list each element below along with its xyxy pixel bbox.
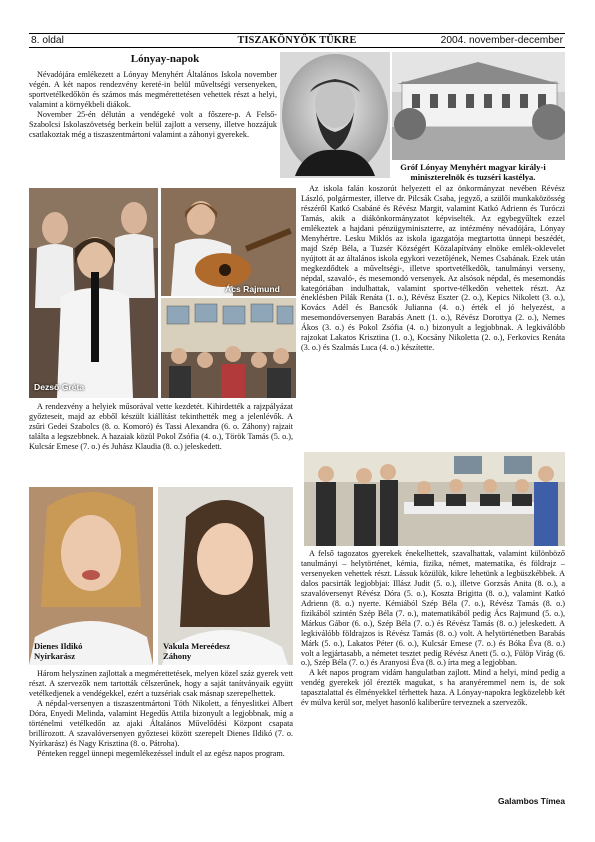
- rajmund-caption: Ács Rajmund: [225, 284, 280, 294]
- left-paragraph: A népdal-versenyen a tiszaszentmártoni Tóth Nikolett, a fényeslitkei Albert Dóra, Enyedi Melinda, valamint Hegedűs Attila bizonyult a legjobbnak, míg a történelmi vetélkedőn az ajaki Általános Művelődési Központ csapata brillírozott. A szavalóversenyen győztesei között szerepelt Dienes Ildikó (7. o. Nyírkarász) és Nagy Krisztina (8. o. Pátroha).: [29, 698, 293, 748]
- article-title: Lónyay-napok: [130, 53, 200, 65]
- ildiko-caption: [34, 641, 82, 661]
- rajmund-photo: [161, 188, 296, 296]
- intro-paragraph: Névadójára emlékezett a Lónyay Menyhért Általános Iskola november végén. A két napos rendezvény kereté-in belül műveltségi versenyeken, sportvetélkedőkön és számos más megmérettetésen vehettek részt a helyi, valamint a környékbeli diákok.: [29, 70, 277, 109]
- left-middle-text: [29, 402, 293, 452]
- portrait-photo: [280, 52, 390, 178]
- right-column-text-1: [301, 184, 565, 353]
- ildiko-name: Dienes Ildikó: [34, 641, 83, 651]
- intro-paragraph: November 25-én délután a vendégeké volt a főszere-p. A Felső-Szabolcsi Iskolaszövetség berkein belül zajlott a verseny, illetve hozzájuk csatlakoztak még a tiszaszentmártoni valamint a záhonyi gyerekek.: [29, 109, 277, 139]
- greta-image: [29, 188, 158, 398]
- right-bottom-text: [301, 549, 565, 708]
- issue-date: 2004. november-december: [440, 35, 563, 46]
- rajmund-image: [161, 188, 296, 296]
- vakula-photo: [158, 487, 293, 665]
- ildiko-place: Nyírkarász: [34, 651, 76, 661]
- exhibition-photo: [161, 298, 296, 398]
- left-paragraph: Pénteken reggel ünnepi megemlékezéssel indult el az egész napos program.: [37, 748, 285, 758]
- greta-caption: Dezső Gréta: [34, 382, 85, 392]
- left-paragraph: Három helyszínen zajlottak a megmérettetések, melyen közel száz gyerek vett részt. A szervezők nem tartották célszerűnek, hogy a saját tanítványaik együtt vetélkedjenek a vendégekkel, ezért a tuzsériak csak másnap szerepelhettek.: [29, 669, 293, 698]
- vakula-name: Vakula Mereédesz: [163, 641, 231, 651]
- right-paragraph: Az iskola falán koszorút helyezett el az önkormányzat nevében Révész László, polgármester, illetve dr. Pilcsák Csaba, jegyző, a szülői munkaközösség részéről Katkó Csabáné és Révész Margit, valamint Katkó Adrienn és Turóczi Tamás, akik a diákönkormányzatot képviselték. Az egybegyűltek ezzel emlékeztek a hajdani pénzügyminiszterre, az intézmény névadójára, Lónyay Menyhértre. Lesku Miklós az iskola igazgatója megtartotta ünnepi beszédét, majd Szép Béla, a Tuzsér Községért Közalapítvány elnöke emlék-oklevelet nyújtott át az általános iskola egykori vezetőjének, Nemes Csabának. Ezek után megkezdődtek a műveltségi-, illetve sportvetélkedők, tanulmányi verseny, népdal, szavaló-, és mesemondó versenyek. Az alsósok népdal, és mesemondás kategóriában indulhattak, valamint sportve-télkedőn vehettek részt. Az éneklésben Pilák Renáta (1. o.), Révész Eszter (2. o.), Kepics Nikolett (3. o.), Kovács Adél és Bancsók Julianna (4. o.) érték el jó helyezést, a mesemondóversenyen Barabás Anett (1. o.), Révész Dorottya (2. o.), Nemes Ákos (3. o.) és Pokol Zsófia (4. o.) bizonyult a legjobbnak. A legkiválóbb rajzokat Lakatos Krisztina (1. o.), Kocsány Nikoletta (2. o.), Ferkovics Renáta (3. o.) és Szalmás Luca (4. o.) készítette.: [301, 184, 565, 353]
- author-signature: Galambos Tímea: [497, 796, 565, 806]
- classroom-photo: [304, 452, 565, 546]
- left-paragraph: A rendezvény a helyiek műsorával vette kezdetét. Kihirdették a rajzpályázat győzteseit, majd az ebből készült kiállítást tekinthették meg a jelenlévők. A zsűri Gedei Szabolcs (8. o. Komoró) és Tassi Alexandra (6. o. Záhony) rajzait találta a legszebbnek. A hazaiak közül Pokol Zsófia (4. o.), Török Tamás (5. o.), Kulcsár Emese (7. o.) és Juhász Klaudia (8. o.) jeleskedett.: [29, 402, 293, 451]
- greta-photo: [29, 188, 158, 398]
- ildiko-photo: [29, 487, 153, 665]
- right-paragraph: A felső tagozatos gyerekek énekelhettek, szavalhattak, valamint különböző tanulmányi – helytörténet, kémia, fizika, német, matematika, és földrajz – versenyeken vehettek részt. Lássuk közülük, kikre lehetünk a legbüszkébbek. A dalos pacsirták legjobbjai: Illász Judit (5. o.), illetve Gorzsás Anita (8. o.), a szavalóversenyt Révész Dóra (5. o.), Koszta Brigitta (8. o.), valamint Katkó Adrienn (8. o.) nyerte. Kémiából Szép Béla (7. o.), Révész Tamás (8. o.) fizikából szintén Szép Béla (7. o.), matematikából pedig Ács Rajmund (5. o.), Márkus Gábor (6. o.), Szép Béla (7. o.) és Révész Tamás (8. o.) jeleskedett. A legkiválóbb földrajzos is Révész Tamás (8. o.) volt. A helytörténetben Barabás Márk (5. o.), Lakatos Péter (6. o.), Kulcsár Emese (7. o.) és Bóka Éva (8. o.) volt a legjártasabb, a németet tesztet pedig Révész Anett (5. o.), Fülöp Virág (6. o.), Szép Béla (7. o.) és Aranyosi Éva (8. o.) írta meg a legjobban.: [301, 549, 565, 668]
- exhibition-image: [161, 298, 296, 398]
- castle-photo: [392, 52, 565, 160]
- masthead: TISZAKÖNYÖK TÜKRE: [237, 35, 357, 46]
- vakula-place: Záhony: [163, 651, 192, 661]
- page-header: [29, 33, 565, 48]
- classroom-image: [304, 452, 565, 546]
- vakula-image: [158, 487, 293, 665]
- intro-text: [29, 70, 277, 140]
- left-bottom-text: [29, 669, 293, 759]
- portrait-caption: Gróf Lónyay Menyhért magyar király-i miniszterelnök és tuzséri kastélya.: [400, 162, 546, 182]
- page-number: 8. oldal: [31, 35, 64, 46]
- right-paragraph: A két napos program vidám hangulatban zajlott. Mind a helyi, mind pedig a vendég gyerekek jól érezték magukat, s ha aranyéremmel nem is, de sok tapasztalattal és élményekkel térhettek haza. A Lónyay-napokra legközelebb két év múlva kerül sor, melyet hasonló kaliberűre terveznek a szervezők.: [301, 668, 565, 708]
- castle-image: [392, 52, 565, 160]
- ildiko-image: [29, 487, 153, 665]
- portrait-image: [280, 52, 390, 178]
- vakula-caption: [163, 641, 230, 661]
